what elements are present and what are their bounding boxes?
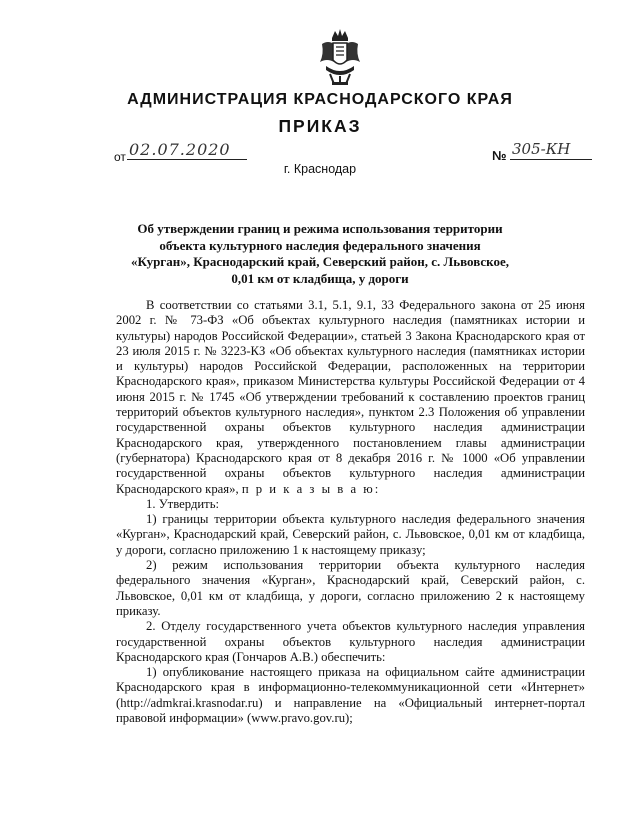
order-body — [116, 298, 585, 726]
document-meta — [0, 140, 640, 180]
item-1-1: 1) границы территории объекта культурного наследия федерального значения «Курган», Краснодарский край, Северский район, с. Львовское, 0,01 км от кладбища, у дороги, согласно приложению 1 к настоящему приказу; — [116, 512, 585, 557]
item-1: 1. Утвердить: — [146, 496, 220, 511]
number-prefix: № — [492, 148, 507, 163]
preamble-paragraph — [116, 298, 585, 497]
item-2: 2. Отделу государственного учета объектов культурного наследия управления государственной охраны объектов культурного наследия администрации Краснодарского края (Гончаров А.В.) обеспечить: — [116, 619, 585, 664]
administration-title: АДМИНИСТРАЦИЯ КРАСНОДАРСКОГО КРАЯ — [127, 91, 513, 108]
city-name: г. Краснодар — [283, 162, 357, 176]
date-prefix: от — [114, 150, 126, 164]
document-type-title: ПРИКАЗ — [278, 116, 362, 136]
subject-line: Об утверждении границ и режима использования территории — [137, 221, 503, 236]
item-2-1: 1) опубликование настоящего приказа на официальном сайте администрации Краснодарского края в информационно-телекоммуникационной сети «Интернет» (http://admkrai.krasnodar.ru) и направление на «Официальный интернет-портал правовой информации» (www.pravo.gov.ru); — [116, 665, 585, 726]
preamble-text: В соответствии со статьями 3.1, 5.1, 9.1, 33 Федерального закона от 25 июня 2002 г. № 73-ФЗ «Об объектах культурного наследия (памятниках истории и культуры) народов Российской Федерации», статьей 3 Закона Краснодарского края от 23 июля 2015 г. № 3223-КЗ «Об объектах культурного наследия (памятниках истории и культуры) народов Российской Федерации, расположенных на территории Краснодарского края», приказом Министерства культуры Российской Федерации от 4 июня 2015 г. № 1745 «Об утверждении требований к составлению проектов границ территорий объектов культурного наследия», пунктом 2.3 Положения об управлении государственной охраны объектов культурного наследия администрации Краснодарского края, утвержденного постановлением главы администрации (губернатора) Краснодарского края от 8 декабря 2016 г. № 1000 «Об управлении государственной охраны объектов культурного наследия администрации Краснодарского края», — [116, 298, 585, 496]
order-word: п р и к а з ы в а ю: — [241, 481, 381, 496]
subject-line: объекта культурного наследия федерального значения — [159, 237, 481, 253]
item-1-2: 2) режим использования территории объекта культурного наследия федерального значения «Курган», Краснодарский край, Северский район, с. Львовское, 0,01 км от кладбища, у дороги, согласно приложению 2 к настоящему приказу. — [116, 558, 585, 618]
subject-line: 0,01 км от кладбища, у дороги — [231, 270, 409, 286]
handwritten-date: 02.07.2020 — [127, 140, 247, 160]
order-subject — [120, 221, 520, 287]
handwritten-number: 305-КН — [510, 140, 592, 160]
subject-line: «Курган», Краснодарский край, Северский район, с. Львовское, — [130, 254, 510, 269]
coat-of-arms-icon — [318, 28, 362, 86]
